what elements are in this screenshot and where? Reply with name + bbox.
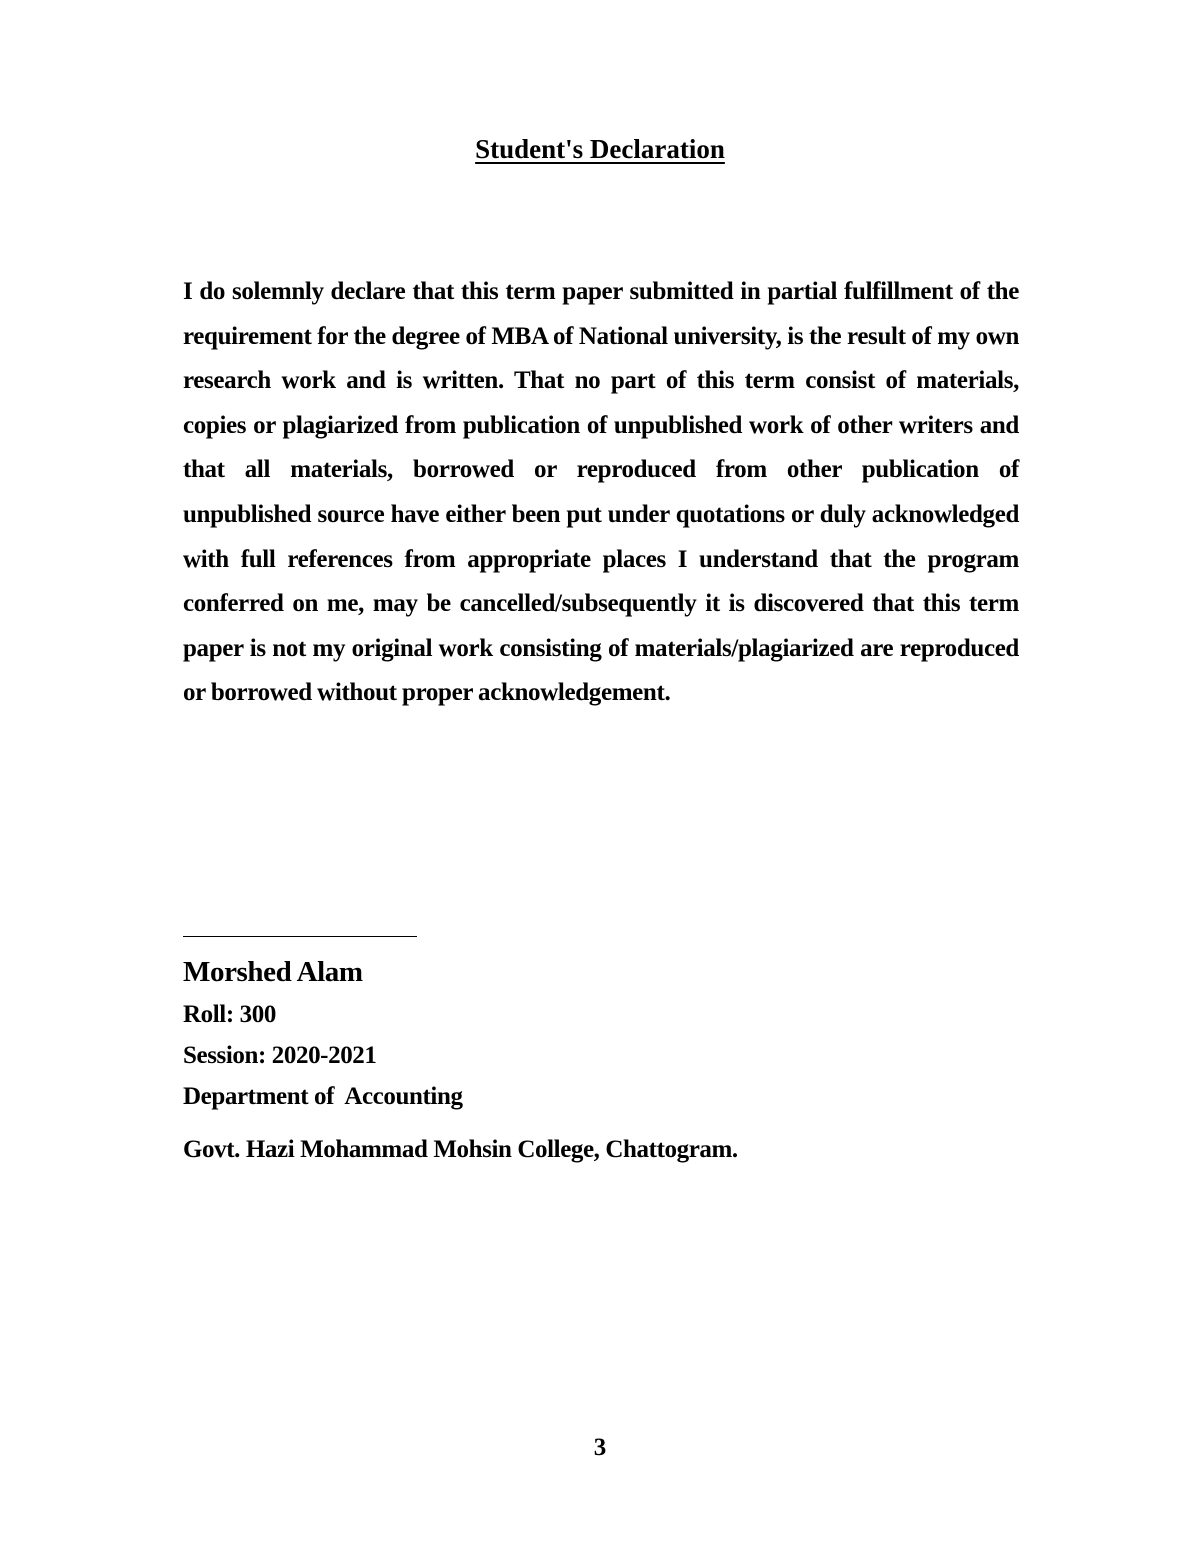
session: Session: 2020-2021 <box>183 1042 377 1069</box>
page-number: 3 <box>593 1434 607 1461</box>
college-name: Govt. Hazi Mohammad Mohsin College, Chattogram. <box>183 1136 738 1163</box>
page-title: Student's Declaration <box>475 134 725 164</box>
declaration-paragraph: I do solemnly declare that this term paper submitted in partial fulfillment of the requirement for the degree of MBA of National university, is the result of my own research work and is written. That no part of this term consist of materials, copies or plagiarized from publication of unpublished work of other writers and that all materials, borrowed or reproduced from other publication of unpublished source have either been put under quotations or duly acknowledged with full references from appropriate places I understand that the program conferred on me, may be cancelled/subsequently it is discovered that this term paper is not my original work consisting of materials/plagiarized are reproduced or borrowed without proper acknowledgement. <box>183 278 1019 707</box>
department: Department of Accounting <box>183 1083 463 1110</box>
student-name: Morshed Alam <box>183 956 363 988</box>
signature-line <box>183 936 417 937</box>
roll-number: Roll: 300 <box>183 1001 276 1028</box>
